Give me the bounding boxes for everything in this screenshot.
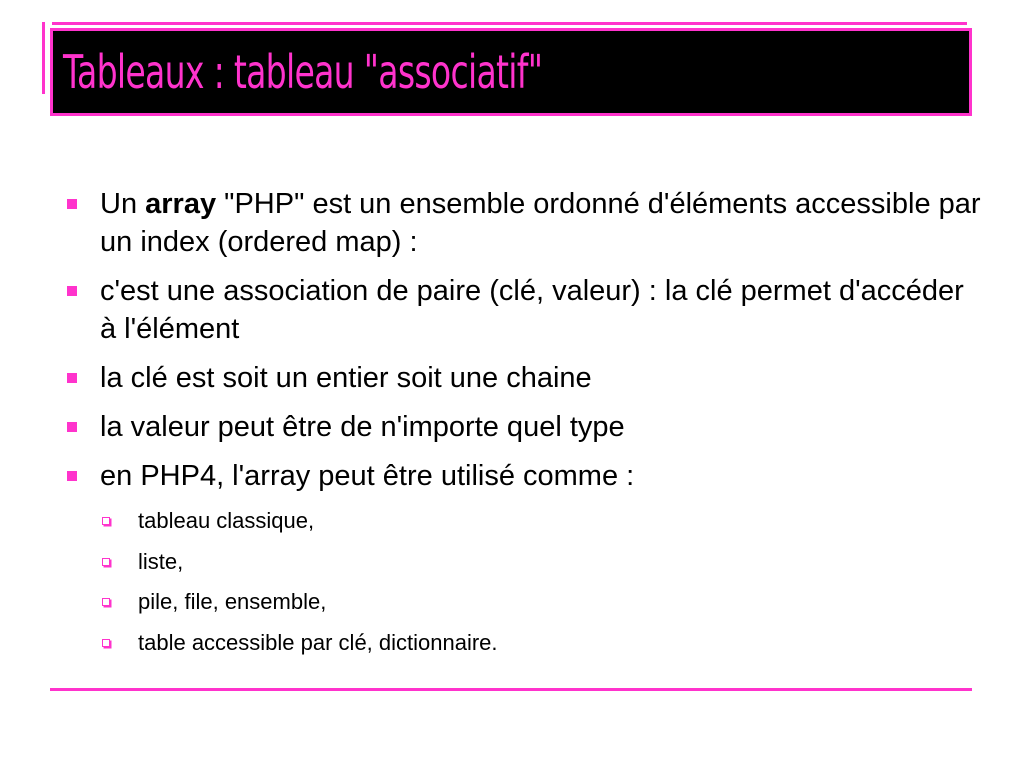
bullet-text: en PHP4, l'array peut être utilisé comme : xyxy=(100,460,635,492)
slide-title: Tableaux : tableau "associatif" xyxy=(63,45,543,99)
sub-bullet-text: liste, xyxy=(138,548,184,574)
sub-bullet-text: tableau classique, xyxy=(138,508,315,533)
bullet-item-key-value xyxy=(62,272,982,348)
sub-bullet-item xyxy=(62,628,982,658)
title-frame-top-line xyxy=(52,22,967,25)
sub-bullet-item xyxy=(62,587,982,617)
square-bullet-icon xyxy=(67,373,77,383)
square-bullet-icon xyxy=(67,471,77,481)
square-bullet-icon xyxy=(67,422,77,432)
bullet-item-value-type xyxy=(62,408,982,446)
bullet-text-suffix: "PHP" est un ensemble ordonné d'éléments accessible par un index (ordered map) : xyxy=(100,188,981,258)
sub-bullet-list xyxy=(62,506,982,658)
bullet-text-bold: array xyxy=(145,188,217,220)
bullet-text: c'est une association de paire (clé, valeur) : la clé permet d'accéder à l'élément xyxy=(100,275,964,345)
hollow-square-bullet-icon xyxy=(102,558,110,566)
bullet-text: la clé est soit un entier soit une chaine xyxy=(100,362,592,394)
title-bar xyxy=(50,28,972,116)
bullet-item-php4-usage xyxy=(62,457,982,495)
bullet-item-array-definition xyxy=(62,185,982,261)
hollow-square-bullet-icon xyxy=(102,517,110,525)
title-frame-left-line xyxy=(42,22,45,94)
bullet-text: la valeur peut être de n'importe quel type xyxy=(100,411,625,443)
hollow-square-bullet-icon xyxy=(102,598,110,606)
square-bullet-icon xyxy=(67,286,77,296)
hollow-square-bullet-icon xyxy=(102,639,110,647)
bullet-item-key-type xyxy=(62,359,982,397)
sub-bullet-text: pile, file, ensemble, xyxy=(138,589,327,614)
bullet-text-prefix: Un xyxy=(100,188,146,220)
square-bullet-icon xyxy=(67,199,77,209)
slide-content xyxy=(62,185,982,668)
sub-bullet-text: table accessible par clé, dictionnaire. xyxy=(138,629,498,655)
sub-bullet-item xyxy=(62,547,982,577)
bullet-list xyxy=(62,185,982,495)
sub-bullet-item xyxy=(62,506,982,536)
footer-divider-line xyxy=(50,688,972,691)
